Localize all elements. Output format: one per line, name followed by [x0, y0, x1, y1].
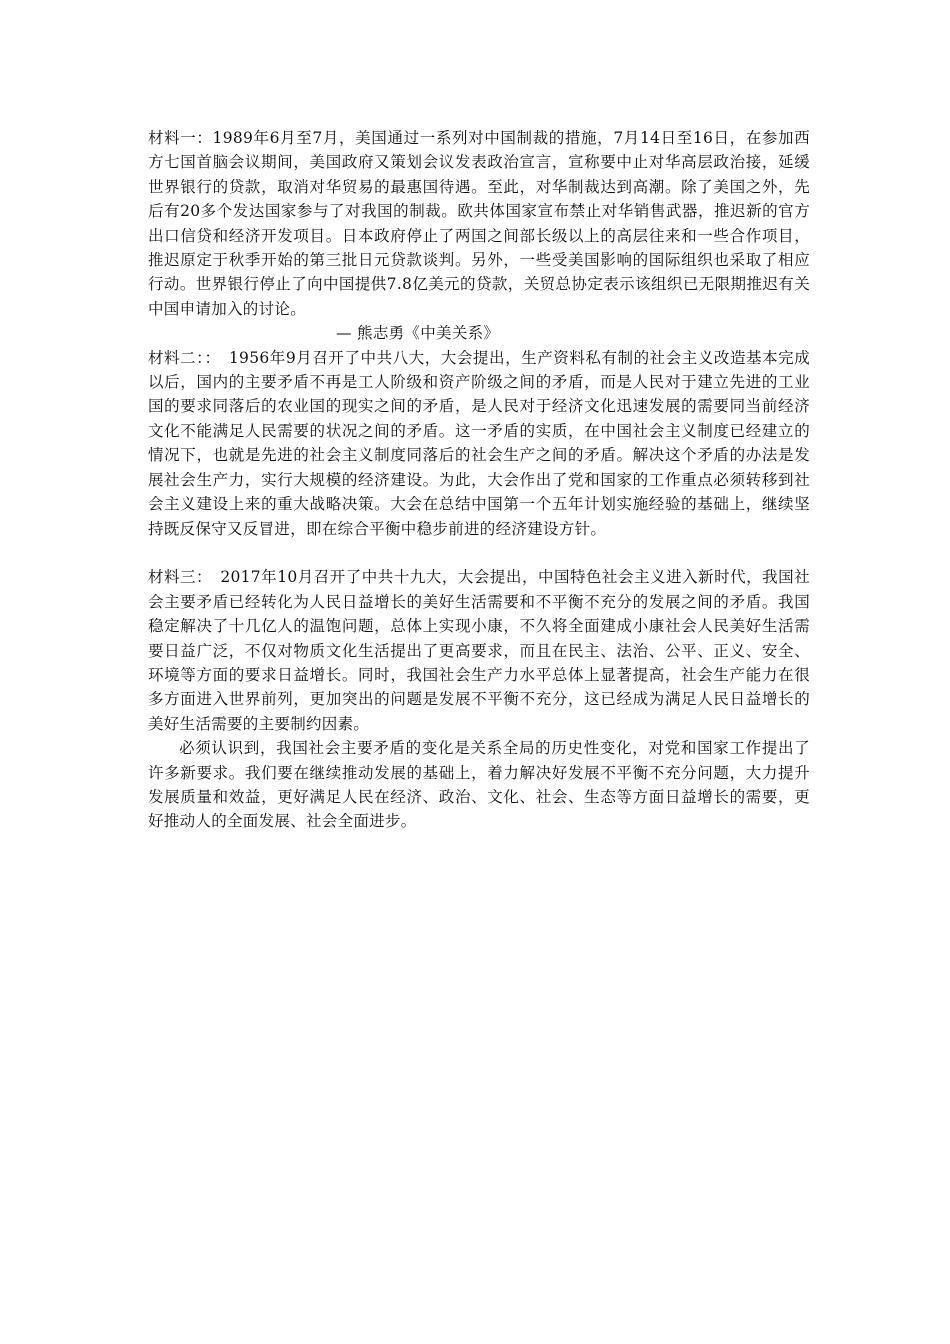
paragraph-spacer [148, 541, 810, 565]
material-one-paragraph: 材料一：1989年6月至7月，美国通过一系列对中国制裁的措施，7月14日至16日，在参加西方七国首脑会议期间，美国政府又策划会议发表政治宣言，宣称要中止对华高层政治接，延缓世界银行的贷款，取消对华贸易的最惠国待遇。至此，对华制裁达到高潮。除了美国之外，先后有20多个发达国家参与了对我国的制裁。欧共体国家宣布禁止对华销售武器，推迟新的官方出口信贷和经济开发项目。日本政府停止了两国之间部长级以上的高层往来和一些合作项目，推迟原定于秋季开始的第三批日元贷款谈判。另外，一些受美国影响的国际组织也采取了相应行动。世界银行停止了向中国提供7.8亿美元的贷款，关贸总协定表示该组织已无限期推迟有关中国申请加入的讨论。 [148, 129, 810, 318]
material-three-paragraph-2: 必须认识到，我国社会主要矛盾的变化是关系全局的历史性变化，对党和国家工作提出了许多新要求。我们要在继续推动发展的基础上，着力解决好发展不平衡不充分问题，大力提升发展质量和效益，更好满足人民在经济、政治、文化、社会、生态等方面日益增长的需要，更好推动人的全面发展、社会全面进步。 [148, 739, 810, 831]
document-body [148, 126, 810, 834]
material-three-paragraph: 材料三： 2017年10月召开了中共十九大，大会提出，中国特色社会主义进入新时代，我国社会主要矛盾已经转化为人民日益增长的美好生活需要和不平衡不充分的发展之间的矛盾。我国稳定解决了十几亿人的温饱问题，总体上实现小康，不久将全面建成小康社会人民美好生活需要日益广泛，不仅对物质文化生活提出了更高要求，而且在民主、法治、公平、正义、安全、环境等方面的要求日益增长。同时，我国社会生产力水平总体上显著提高，社会生产能力在很多方面进入世界前列，更加突出的问题是发展不平衡不充分，这已经成为满足人民日益增长的美好生活需要的主要制约因素。 [148, 568, 810, 733]
material-two-paragraph: 材料二：： 1956年9月召开了中共八大，大会提出，生产资料私有制的社会主义改造基本完成以后，国内的主要矛盾不再是工人阶级和资产阶级之间的矛盾，而是人民对于建立先进的工业国的要求同落后的农业国的现实之间的矛盾，是人民对于经济文化迅速发展的需要同当前经济文化不能满足人民需要的状况之间的矛盾。这一矛盾的实质，在中国社会主义制度已经建立的情况下，也就是先进的社会主义制度同落后的社会生产之间的矛盾。解决这个矛盾的办法是发展社会生产力，实行大规模的经济建设。为此，大会作出了党和国家的工作重点必须转移到社会主义建设上来的重大战略决策。大会在总结中国第一个五年计划实施经验的基础上，继续坚持既反保守又反冒进，即在综合平衡中稳步前进的经济建设方针。 [148, 348, 810, 538]
material-one-source: — 熊志勇《中美关系》 [336, 324, 500, 343]
